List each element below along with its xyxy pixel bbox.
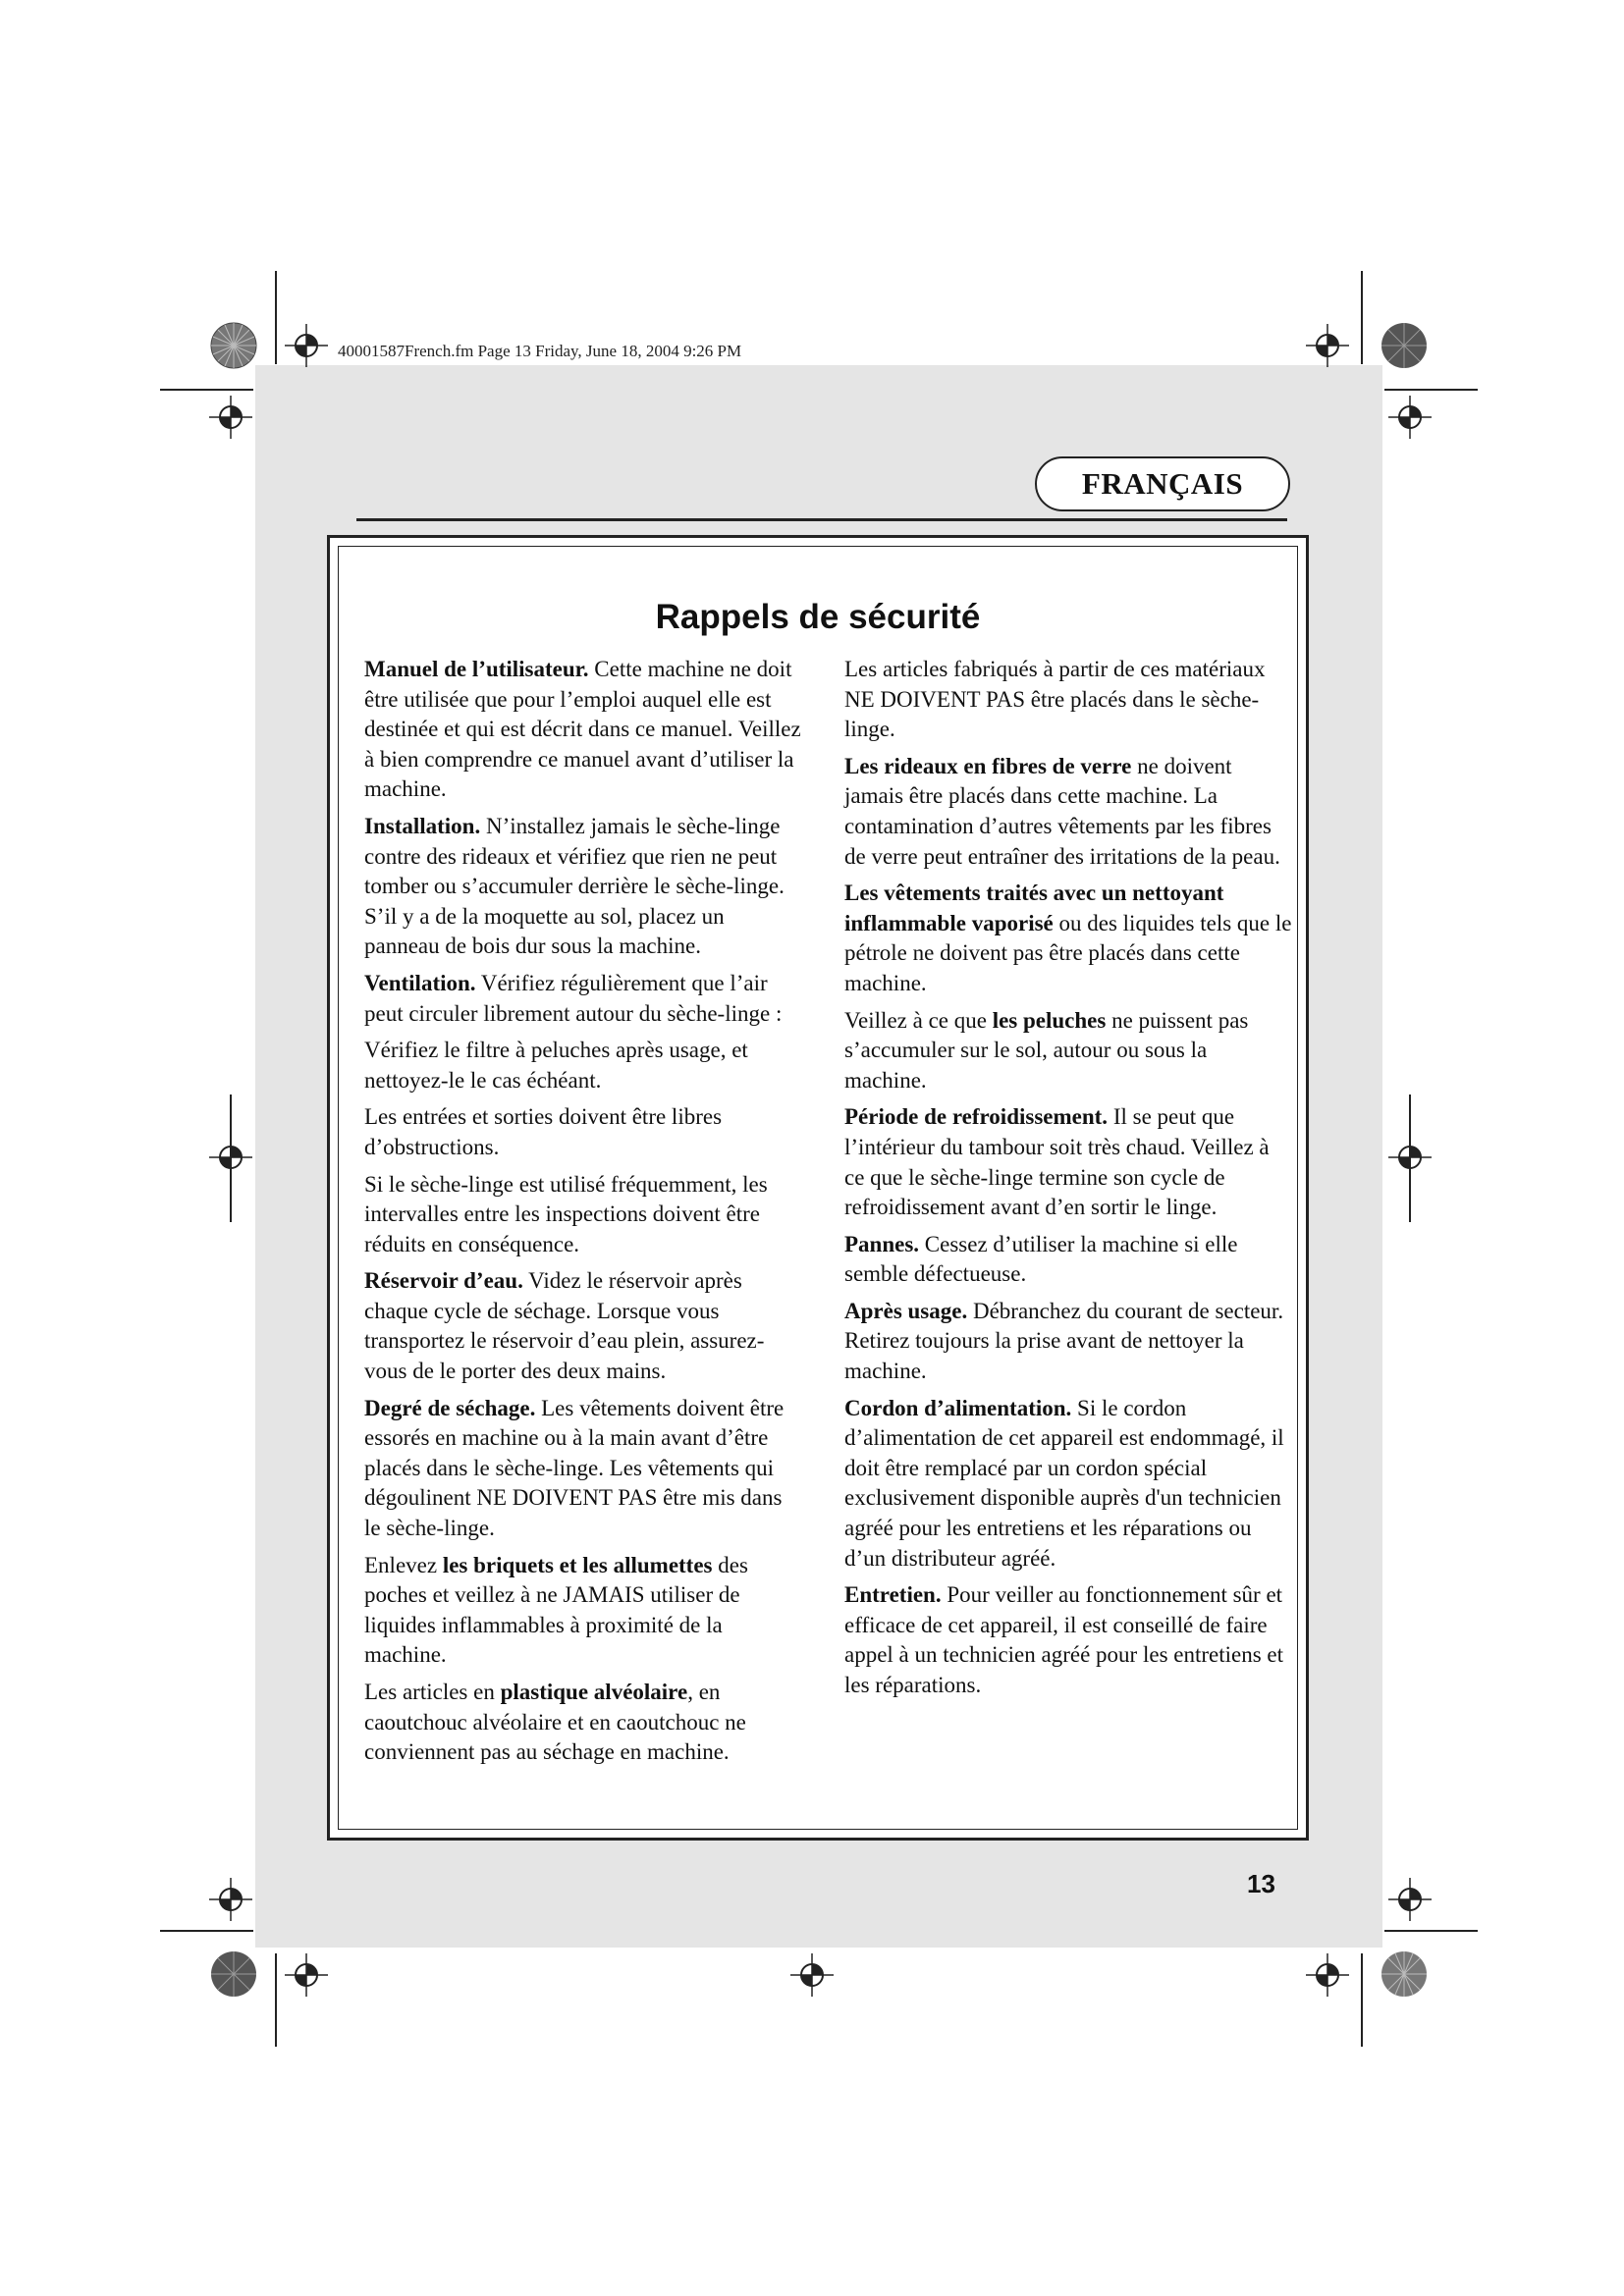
- paragraph-lead: Ventilation.: [364, 970, 476, 995]
- crosshair-icon: [209, 396, 252, 439]
- language-label: FRANÇAIS: [1081, 466, 1244, 501]
- paragraph: [364, 1170, 802, 1260]
- paragraph: [844, 752, 1292, 872]
- paragraph: [364, 812, 802, 962]
- left-column: [364, 655, 802, 1775]
- crop-line: [160, 1930, 253, 1932]
- crop-line: [1384, 1930, 1478, 1932]
- paragraph-text: Vérifiez régulièrement que l’air peut circuler librement autour du sèche-linge :: [364, 970, 783, 1026]
- paragraph-text: des poches et veillez à ne JAMAIS utiliser de liquides inflammables à proximité de la machine.: [364, 1552, 748, 1668]
- crosshair-icon: [1306, 324, 1349, 367]
- paragraph-text: Vérifiez le filtre à peluches après usage, et nettoyez-le le cas échéant.: [364, 1038, 748, 1093]
- paragraph: [844, 1006, 1292, 1096]
- crosshair-icon: [1306, 1953, 1349, 1997]
- paragraph: [844, 1580, 1292, 1700]
- paragraph-text: Les entrées et sorties doivent être libres d’obstructions.: [364, 1104, 723, 1159]
- paragraph-text: ou des liquides tels que le pétrole ne doivent pas être placés dans cette machine.: [844, 910, 1292, 995]
- paragraph-text: , en caoutchouc alvéolaire et en caoutchouc ne conviennent pas au séchage en machine.: [364, 1680, 746, 1765]
- page-title: Rappels de sécurité: [655, 598, 981, 636]
- paragraph: [844, 1102, 1292, 1222]
- paragraph-text: Videz le réservoir après chaque cycle de séchage. Lorsque vous transportez le réservoir d’eau plein, assurez-vous de le porter des deux mains.: [364, 1268, 765, 1384]
- crop-line: [1409, 1095, 1411, 1222]
- paragraph: [844, 655, 1292, 745]
- header-divider: [356, 518, 1287, 521]
- paragraph-text: Les articles fabriqués à partir de ces matériaux NE DOIVENT PAS être placés dans le sèche-linge.: [844, 657, 1266, 742]
- paragraph-lead: Installation.: [364, 813, 481, 838]
- paragraph-text: Cessez d’utiliser la machine si elle semble défectueuse.: [844, 1231, 1238, 1287]
- crop-line: [1361, 271, 1363, 364]
- paragraph: [364, 1551, 802, 1671]
- paragraph-text: Pour veiller au fonctionnement sûr et efficace de cet appareil, il est conseillé de faire appel à un technicien agréé pour les entretiens et les réparations.: [844, 1582, 1284, 1697]
- crosshair-icon: [285, 324, 328, 367]
- color-target-icon: [1380, 321, 1429, 370]
- crosshair-icon: [1388, 1878, 1432, 1921]
- crosshair-icon: [209, 1878, 252, 1921]
- crop-line: [1361, 1953, 1363, 2047]
- paragraph: [844, 879, 1292, 998]
- crosshair-icon: [790, 1953, 834, 1997]
- paragraph: [364, 1102, 802, 1162]
- page-number: 13: [1247, 1869, 1275, 1898]
- paragraph-text: ne puissent pas s’accumuler sur le sol, autour ou sous la machine.: [844, 1007, 1249, 1093]
- paragraph-text: Il se peut que l’intérieur du tambour soit très chaud. Veillez à ce que le sèche-linge termine son cycle de refroidissement avant d’en sortir le linge.: [844, 1104, 1270, 1220]
- paragraph-lead: Période de refroidissement.: [844, 1104, 1109, 1130]
- paragraph-text: Cette machine ne doit être utilisée que pour l’emploi auquel elle est destinée et qui est décrit dans ce manuel. Veillez à bien comprendre ce manuel avant d’utiliser la machine.: [364, 657, 801, 802]
- crop-line: [275, 1953, 277, 2047]
- paragraph-lead: Les vêtements traités avec un nettoyant inflammable vaporisé: [844, 881, 1224, 935]
- paragraph-emphasis: les briquets et les allumettes: [442, 1552, 713, 1577]
- paragraph-text: ne doivent jamais être placés dans cette machine. La contamination d’autres vêtements par les fibres de verre peut entraîner des irritations de la peau.: [844, 753, 1280, 869]
- right-column: [844, 655, 1292, 1708]
- paragraph-lead: Réservoir d’eau.: [364, 1268, 523, 1294]
- paragraph-text: Si le sèche-linge est utilisé fréquemment, les intervalles entre les inspections doivent être réduits en conséquence.: [364, 1171, 768, 1256]
- paragraph-emphasis: les peluches: [992, 1007, 1107, 1033]
- paragraph-lead: Pannes.: [844, 1231, 920, 1256]
- crop-line: [160, 389, 253, 391]
- file-info-slug: 40001587French.fm Page 13 Friday, June 18, 2004 9:26 PM: [338, 342, 742, 360]
- paragraph-text: Veillez à ce que: [844, 1007, 993, 1033]
- paragraph: [844, 1230, 1292, 1290]
- paragraph: [364, 655, 802, 805]
- paragraph-text: N’installez jamais le sèche-linge contre des rideaux et vérifiez que rien ne peut tomber ou s’accumuler derrière le sèche-linge. S’il y a de la moquette au sol, placez un panneau de bois dur sous la machine.: [364, 813, 785, 959]
- paragraph: [844, 1297, 1292, 1387]
- paragraph-lead: Cordon d’alimentation.: [844, 1395, 1072, 1420]
- paragraph-text: Les vêtements doivent être essorés en machine ou à la main avant d’être placés dans le sèche-linge. Les vêtements qui dégoulinent NE DOIVENT PAS être mis dans le sèche-linge.: [364, 1395, 785, 1541]
- paragraph-lead: Après usage.: [844, 1298, 968, 1323]
- crop-line: [275, 271, 277, 364]
- language-tab: [1035, 456, 1290, 511]
- paragraph-text: Les articles en: [364, 1680, 501, 1704]
- paragraph: [364, 1266, 802, 1386]
- paragraph-lead: Degré de séchage.: [364, 1395, 536, 1420]
- crosshair-icon: [1388, 396, 1432, 439]
- paragraph-emphasis: plastique alvéolaire: [500, 1680, 688, 1704]
- paragraph: [364, 1394, 802, 1544]
- crosshair-icon: [285, 1953, 328, 1997]
- box-inner-border: [338, 546, 1298, 1830]
- safety-reminders-box: [327, 535, 1309, 1841]
- paragraph-lead: Les rideaux en fibres de verre: [844, 753, 1132, 778]
- paragraph: [364, 1036, 802, 1095]
- paragraph-text: Si le cordon d’alimentation de cet appareil est endommagé, il doit être remplacé par un cordon spécial exclusivement disponible auprès d'un technicien agréé pour les entretiens et les réparations ou d’un distributeur agréé.: [844, 1395, 1284, 1571]
- paragraph-text: Enlevez: [364, 1552, 443, 1577]
- crop-line: [230, 1095, 232, 1222]
- color-target-icon: [209, 1949, 258, 1999]
- paragraph-text: Débranchez du courant de secteur. Retirez toujours la prise avant de nettoyer la machine.: [844, 1298, 1284, 1384]
- crop-line: [1384, 389, 1478, 391]
- paragraph: [364, 969, 802, 1029]
- color-target-icon: [209, 321, 258, 370]
- paragraph: [844, 1394, 1292, 1575]
- paragraph-lead: Entretien.: [844, 1582, 942, 1608]
- paragraph-lead: Manuel de l’utilisateur.: [364, 657, 589, 681]
- paragraph: [364, 1678, 802, 1768]
- color-target-icon: [1380, 1949, 1429, 1999]
